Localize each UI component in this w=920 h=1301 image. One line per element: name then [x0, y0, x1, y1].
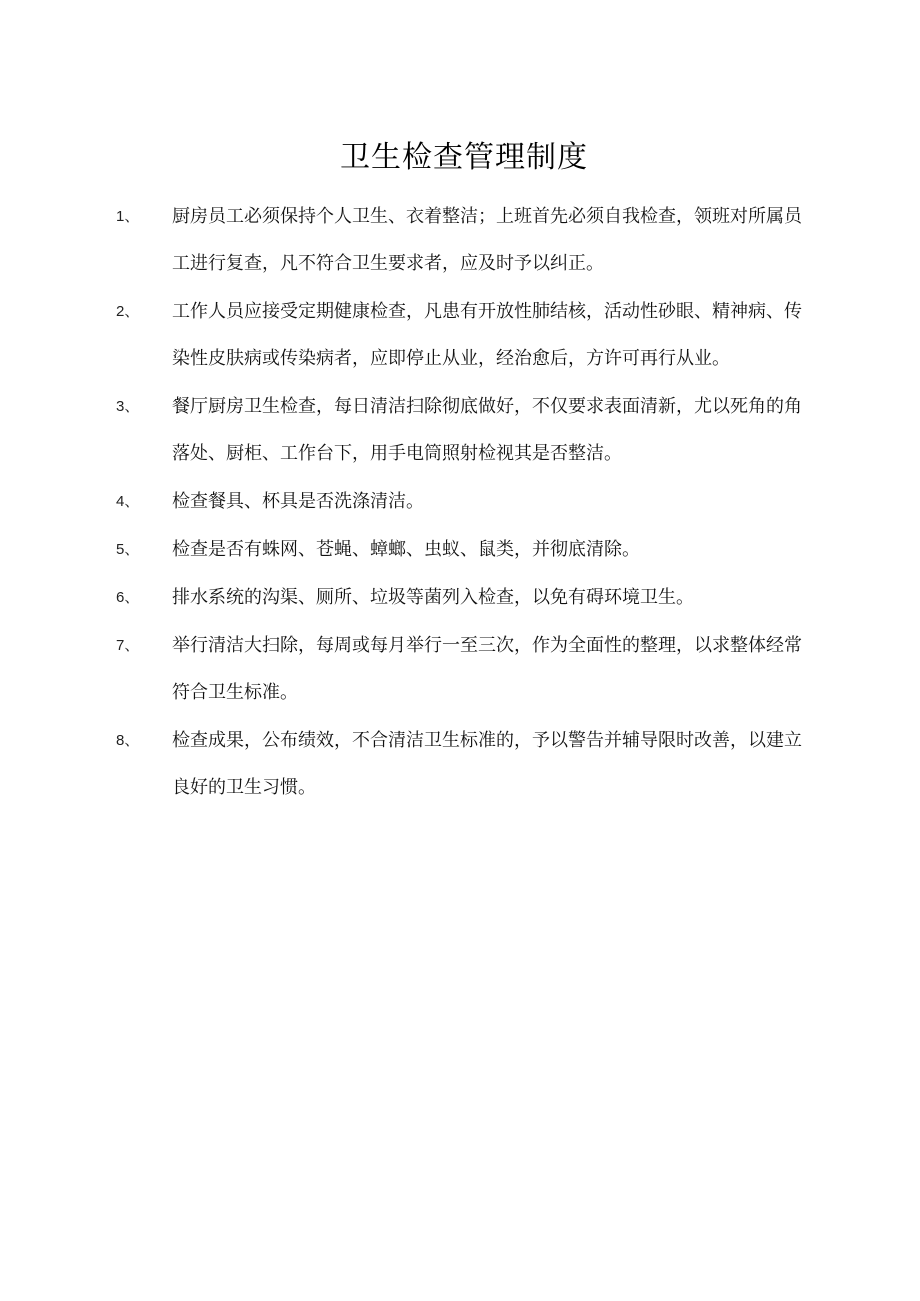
rule-number: 3、	[116, 398, 140, 415]
rule-item	[112, 717, 802, 811]
rule-item	[112, 622, 802, 716]
rule-item	[112, 526, 802, 573]
rule-item	[112, 383, 802, 477]
rule-item	[112, 574, 802, 621]
rule-text: 餐厅厨房卫生检查，每日清洁扫除彻底做好，不仅要求表面清新，尤以死角的角落处、厨柜、工作台下，用手电筒照射检视其是否整洁。	[172, 396, 802, 464]
rule-number: 8、	[116, 732, 140, 749]
rule-number: 1、	[116, 208, 140, 225]
rule-number: 5、	[116, 541, 140, 558]
rule-text: 厨房员工必须保持个人卫生、衣着整洁；上班首先必须自我检查，领班对所属员工进行复查，凡不符合卫生要求者，应及时予以纠正。	[172, 206, 802, 274]
rule-item	[112, 193, 802, 287]
rule-text: 检查成果，公布绩效，不合清洁卫生标准的，予以警告并辅导限时改善，以建立良好的卫生习惯。	[172, 730, 802, 798]
rule-text: 举行清洁大扫除，每周或每月举行一至三次，作为全面性的整理，以求整体经常符合卫生标准。	[172, 635, 802, 703]
document-title: 卫生检查管理制度	[340, 140, 588, 175]
rule-text: 检查餐具、杯具是否洗涤清洁。	[172, 491, 424, 512]
rule-number: 7、	[116, 637, 140, 654]
rule-number: 2、	[116, 303, 140, 320]
rule-text: 检查是否有蛛网、苍蝇、蟑螂、虫蚁、鼠类，并彻底清除。	[172, 539, 640, 560]
rule-number: 6、	[116, 589, 140, 606]
rules-list	[112, 193, 802, 812]
rule-text: 排水系统的沟渠、厕所、垃圾等菌列入检查，以免有碍环境卫生。	[172, 587, 694, 608]
rule-item	[112, 288, 802, 382]
rule-number: 4、	[116, 493, 140, 510]
rule-text: 工作人员应接受定期健康检查，凡患有开放性肺结核，活动性砂眼、精神病、传染性皮肤病或传染病者，应即停止从业，经治愈后，方许可再行从业。	[172, 301, 802, 369]
rule-item	[112, 478, 802, 525]
